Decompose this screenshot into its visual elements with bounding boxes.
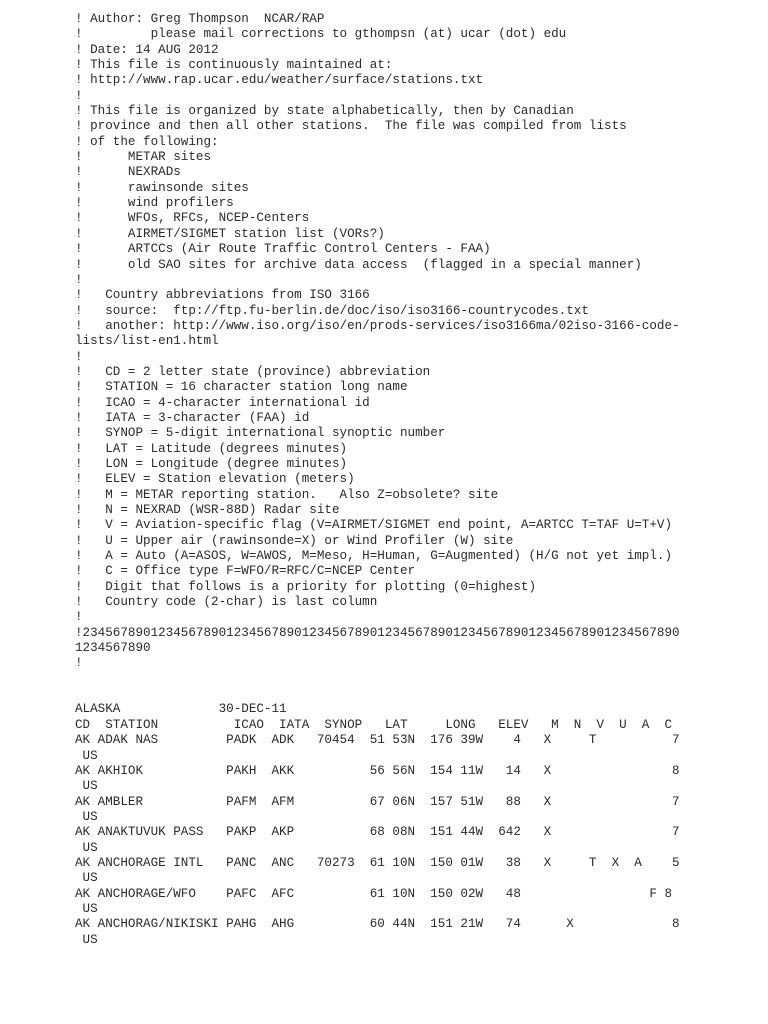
- document-line: CD STATION ICAO IATA SYNOP LAT LONG ELEV M N V U A C: [75, 717, 673, 732]
- document-line: ! V = Aviation-specific flag (V=AIRMET/SIGMET end point, A=ARTCC T=TAF U=T+V): [75, 518, 673, 533]
- document-line: US: [75, 809, 98, 824]
- document-line: ! Digit that follows is a priority for plotting (0=highest): [75, 579, 537, 594]
- document-line: ! source: ftp://ftp.fu-berlin.de/doc/iso/iso3166-countrycodes.txt: [75, 303, 589, 318]
- document-line: ! IATA = 3-character (FAA) id: [75, 410, 310, 425]
- document-line: US: [75, 932, 98, 947]
- document-line: !: [75, 88, 83, 103]
- document-line: ! N = NEXRAD (WSR-88D) Radar site: [75, 503, 340, 517]
- document-line: ! C = Office type F=WFO/R=RFC/C=NCEP Center: [75, 564, 416, 579]
- document-line: ! CD = 2 letter state (province) abbreviation: [75, 364, 431, 379]
- document-line: ! Country abbreviations from ISO 3166: [75, 288, 370, 303]
- document-line: ! AIRMET/SIGMET station list (VORs?): [75, 226, 385, 241]
- document-line: US: [75, 871, 98, 886]
- document-line: AK AKHIOK PAKH AKK 56 56N 154 11W 14 X 8: [75, 763, 680, 778]
- document-line: !: [75, 272, 83, 287]
- document-line: AK ANCHORAG/NIKISKI PAHG AHG 60 44N 151 21W 74 X 8: [75, 917, 680, 932]
- document-line: ! M = METAR reporting station. Also Z=obsolete? site: [75, 487, 499, 502]
- document-line: !: [75, 610, 83, 625]
- document-line: [75, 672, 765, 687]
- document-line: ! rawinsonde sites: [75, 180, 249, 195]
- document-line: ! LON = Longitude (degree minutes): [75, 456, 348, 471]
- document-line: ! NEXRADs: [75, 165, 181, 180]
- document-line: ! ELEV = Station elevation (meters): [75, 472, 355, 487]
- document-line: AK ANAKTUVUK PASS PAKP AKP 68 08N 151 44W 642 X 7: [75, 825, 680, 840]
- document-line: ! This file is organized by state alphabetically, then by Canadian: [75, 104, 574, 119]
- document-line: ! This file is continuously maintained at:: [75, 58, 393, 73]
- document-line: ! ICAO = 4-character international id: [75, 395, 370, 410]
- document-line: lists/list-en1.html: [75, 334, 219, 349]
- document-line: ! SYNOP = 5-digit international synoptic number: [75, 426, 446, 441]
- document-line: 1234567890: [75, 641, 151, 656]
- document-line: ALASKA 30-DEC-11: [75, 702, 287, 717]
- document-line: ! of the following:: [75, 134, 219, 149]
- document-line: ! Country code (2-char) is last column: [75, 595, 378, 610]
- document-line: US: [75, 779, 98, 794]
- document-line: ! LAT = Latitude (degrees minutes): [75, 441, 348, 456]
- document-line: ! U = Upper air (rawinsonde=X) or Wind Profiler (W) site: [75, 533, 514, 548]
- document-line: ! WFOs, RFCs, NCEP-Centers: [75, 211, 310, 226]
- document-line: ! Author: Greg Thompson NCAR/RAP: [75, 12, 325, 26]
- document-line: US: [75, 840, 98, 855]
- document-line: AK ADAK NAS PADK ADK 70454 51 53N 176 39W 4 X T 7: [75, 733, 680, 748]
- document-line: ! http://www.rap.ucar.edu/weather/surface/stations.txt: [75, 73, 484, 88]
- document-line: ! old SAO sites for archive data access (flagged in a special manner): [75, 257, 642, 272]
- document-line: US: [75, 901, 98, 916]
- document-line: ! wind profilers: [75, 196, 234, 211]
- document-line: AK AMBLER PAFM AFM 67 06N 157 51W 88 X 7: [75, 794, 680, 809]
- document-line: !2345678901234567890123456789012345678901234567890123456789012345678901234567890: [75, 625, 680, 640]
- document-line: US: [75, 748, 98, 763]
- document-line: ! please mail corrections to gthompsn (at) ucar (dot) edu: [75, 27, 567, 42]
- document-line: ! A = Auto (A=ASOS, W=AWOS, M=Meso, H=Human, G=Augmented) (H/G not yet impl.): [75, 549, 673, 564]
- station-list-document: [75, 12, 765, 948]
- document-line: ! STATION = 16 character station long name: [75, 380, 408, 395]
- document-line: !: [75, 349, 83, 364]
- document-line: !: [75, 656, 83, 671]
- document-line: AK ANCHORAGE/WFO PAFC AFC 61 10N 150 02W 48 F 8: [75, 886, 673, 901]
- document-line: ! province and then all other stations. The file was compiled from lists: [75, 119, 627, 134]
- document-line: ! Date: 14 AUG 2012: [75, 42, 219, 57]
- document-line: ! METAR sites: [75, 150, 212, 165]
- document-line: AK ANCHORAGE INTL PANC ANC 70273 61 10N 150 01W 38 X T X A 5: [75, 855, 680, 870]
- document-line: [75, 687, 765, 702]
- document-line: ! another: http://www.iso.org/iso/en/prods-services/iso3166ma/02iso-3166-code-: [75, 318, 680, 333]
- document-line: ! ARTCCs (Air Route Traffic Control Centers - FAA): [75, 242, 491, 257]
